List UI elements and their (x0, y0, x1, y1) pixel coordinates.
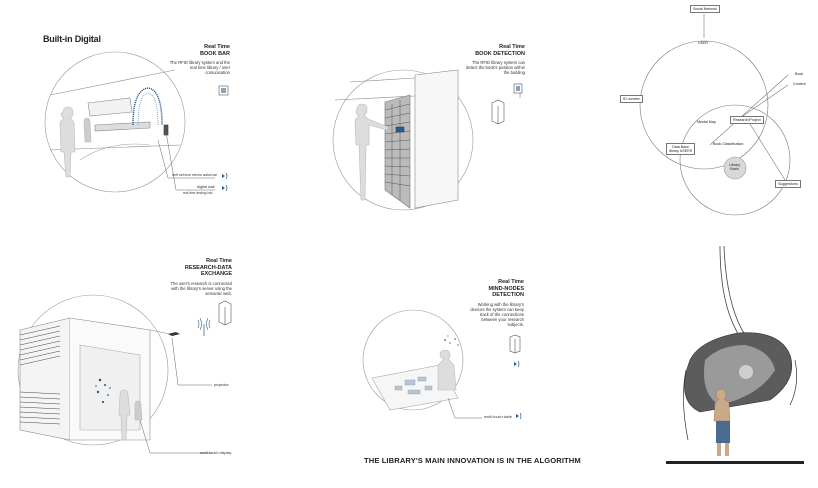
node-book: Book (795, 72, 804, 76)
footer-title: THE LIBRARY'S MAIN INNOVATION IS IN THE ALGORITHM (364, 456, 581, 465)
node-mental-map: Mental Map (697, 120, 716, 124)
research-exchange-caption (168, 258, 232, 296)
node-research-project: Research/Project (730, 116, 764, 124)
signal-icon (222, 173, 227, 191)
caption-title2: RESEARCH-DATA EXCHANGE (184, 264, 232, 278)
server-icon (492, 100, 504, 124)
caption-body: Working with the library's devices the system can keep track of the connections between your research subjects. (470, 301, 524, 327)
node-suggestions: Suggestions (775, 180, 801, 188)
label-multi-touch-display: multi-touch display (200, 451, 232, 455)
research-exchange-illustration (18, 295, 175, 445)
book-detection-caption (463, 44, 525, 75)
label-lending-info: real time lending info (183, 191, 213, 195)
caption-title1: Real Time (499, 44, 525, 50)
network-diagram (640, 14, 790, 215)
caption-title1: Real Time (498, 279, 524, 285)
mind-nodes-illustration (363, 310, 463, 410)
projector-icon (168, 332, 180, 336)
wifi-icon (198, 318, 210, 336)
node-data-base: Data Base library USERS (666, 143, 695, 155)
page-title: Built-in Digital (43, 34, 101, 44)
node-library-brain: Library Brain (729, 163, 740, 171)
caption-title2: BOOK DETECTION (475, 50, 525, 57)
node-book-classification: Book Classification (713, 142, 744, 146)
label-self-service: self service return automat (172, 173, 217, 177)
node-content: Content (793, 82, 806, 86)
caption-body: The user's research is connected with the library's server using the semantic web. (170, 280, 232, 296)
book-bar-caption (168, 44, 230, 75)
caption-body: The RFID library system can detect the book's position within the building (466, 60, 525, 76)
mind-nodes-caption (470, 279, 524, 327)
label-digital-wall: digital wall (197, 185, 215, 189)
label-multi-touch-table: multi-touch table (484, 415, 512, 419)
caption-body: The RFID library system and the real time library / user comunication (169, 60, 230, 76)
caption-title1: Real Time (204, 44, 230, 50)
label-projector: projector (214, 383, 229, 387)
node-id-number: ID number (620, 95, 643, 103)
server-icon-3 (510, 335, 520, 353)
node-user: USER (698, 41, 708, 45)
caption-title2: MIND-NODES DETECTION (488, 285, 524, 299)
child-photo-illustration (666, 246, 804, 464)
book-detection-illustration (333, 70, 473, 210)
book-bar-illustration (45, 52, 185, 192)
caption-title1: Real Time (206, 258, 232, 264)
server-icon-2 (219, 301, 231, 325)
node-social-network: Social Network (690, 5, 720, 13)
caption-title2: BOOK BAR (200, 50, 230, 57)
